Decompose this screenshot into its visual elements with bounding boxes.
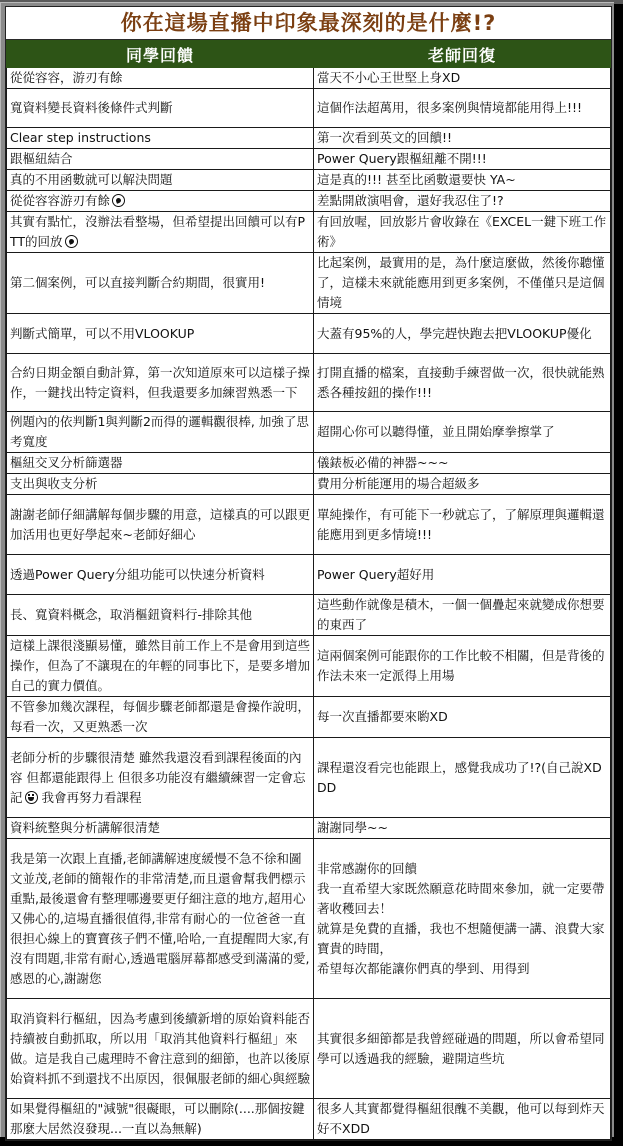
teacher-reply-text: 差點開啟演唱會，還好我忍住了!? [317,193,504,208]
table-row [7,212,611,253]
student-feedback-cell [7,354,314,412]
teacher-reply-text: 課程還沒看完也能跟上，感覺我成功了!?(自己說XDDD [317,759,602,795]
table-header-row [7,41,611,68]
teacher-reply-cell [314,412,611,453]
student-feedback-text: 取消資料行樞紐，因為考慮到後續新增的原始資料能否持續被自動抓取，所以用「取消其他資料行樞紐」來做。這是我自己處理時不會注意到的細節，也許以後原始資料抓不到還找不出原因，很佩服老師的細心與經驗 [10,1010,311,1086]
table-row [7,128,611,149]
table-row [7,412,611,453]
teacher-reply-text: 儀錶板必備的神器~~~ [317,455,449,470]
teacher-reply-cell [314,149,611,170]
table-row [7,314,611,354]
student-feedback-cell [7,697,314,738]
table-row [7,595,611,636]
student-feedback-cell [7,212,314,253]
table-row [7,149,611,170]
teacher-reply-line: 就算是免費的直播，我也不想隨便講一講、浪費大家寶貴的時間， [317,920,605,956]
table-row [7,555,611,595]
student-feedback-cell [7,314,314,354]
teacher-reply-text: Power Query超好用 [317,566,435,582]
teacher-reply-cell [314,212,611,253]
student-feedback-text: 樞紐交叉分析篩選器 [10,455,123,470]
teacher-reply-cell [314,89,611,128]
wink-emoji-icon [65,235,78,248]
teacher-reply-text: 比起案例，最實用的是，為什麼這麼做，然後你聽懂了，這樣未來就能應用到更多案例，不僅僅只是這個情境 [317,255,605,310]
table-row [7,999,611,1099]
student-feedback-cell [7,555,314,595]
table-row [7,191,611,212]
student-feedback-cell [7,818,314,839]
student-feedback-cell [7,68,314,89]
teacher-reply-cell [314,128,611,149]
teacher-reply-cell [314,170,611,191]
teacher-reply-cell [314,253,611,314]
table-row [7,495,611,555]
feedback-sheet [5,6,612,1141]
student-feedback-cell [7,1099,314,1140]
student-feedback-text: 跟樞紐結合 [10,151,73,166]
feedback-table [6,40,611,1140]
teacher-reply-text: 有回放喔，回放影片會收錄在《EXCEL一鍵下班工作術》 [317,214,607,249]
table-row [7,1099,611,1140]
teacher-reply-text: 這個作法超萬用，很多案例與情境都能用得上!!! [317,100,583,115]
student-feedback-cell [7,170,314,191]
teacher-reply-cell [314,818,611,839]
student-feedback-text: 支出與收支分析 [10,476,98,491]
student-feedback-cell [7,412,314,453]
student-feedback-text: 從從容容游刃有餘 [10,193,111,208]
table-row [7,354,611,412]
teacher-reply-line: 非常感謝你的回饋 [317,860,418,876]
student-feedback-text: 從從容容，游刃有餘 [10,70,123,85]
table-row [7,474,611,495]
teacher-reply-cell [314,495,611,555]
student-feedback-cell [7,474,314,495]
table-row [7,738,611,818]
teacher-reply-cell [314,1099,611,1140]
table-row [7,68,611,89]
header-teacher-reply: 老師回復 [314,41,611,68]
student-feedback-text: Clear step instructions [10,130,151,145]
teacher-reply-text: 每一次直播都要來喲XD [317,709,448,724]
teacher-reply-line: 我一直希望大家既然願意花時間來參加，就一定要帶著收穫回去！ [317,880,605,916]
student-feedback-cell [7,128,314,149]
student-feedback-text: 例題內的依判斷1與判斷2而得的邏輯觀很棒, 加強了思考寬度 [10,414,309,449]
student-feedback-text: 寬資料變長資料後條件式判斷 [10,100,173,115]
teacher-reply-text: 謝謝同學~~ [317,820,388,835]
teacher-reply-cell [314,738,611,818]
student-feedback-cell [7,839,314,999]
teacher-reply-text: 這兩個案例可能跟你的工作比較不相關，但是背後的作法未來一定派得上用場 [317,648,605,683]
teacher-reply-text: 超開心你可以聽得懂，並且開始摩拳擦掌了 [317,424,555,439]
teacher-reply-cell [314,191,611,212]
teacher-reply-text: 第一次看到英文的回饋!! [317,130,453,145]
student-feedback-text: 如果覺得樞紐的"減號"很礙眼，可以刪除(....那個按鍵那麼大居然沒發現...一直以為無解) [10,1101,305,1136]
student-feedback-text: 透過Power Query分組功能可以快速分析資料 [10,566,265,582]
teacher-reply-text: 打開直播的檔案，直接動手練習做一次，很快就能熟悉各種按鈕的操作!!! [317,364,605,400]
table-row [7,818,611,839]
student-feedback-cell [7,253,314,314]
student-feedback-text: 資料統整與分析講解很清楚 [10,820,161,835]
teacher-reply-cell [314,999,611,1099]
table-body [7,68,611,1140]
teacher-reply-cell [314,697,611,738]
grin-emoji-icon [25,791,38,804]
student-feedback-text: 真的不用函數就可以解決問題 [10,172,173,187]
student-feedback-text-continued: 我會再努力看課程 [37,789,142,805]
student-feedback-text: 判斷式簡單，可以不用VLOOKUP [10,325,195,341]
page-title: 你在這場直播中印象最深刻的是什麼!? [6,7,611,40]
table-row [7,697,611,738]
teacher-reply-cell [314,314,611,354]
student-feedback-cell [7,191,314,212]
student-feedback-cell [7,738,314,818]
teacher-reply-cell [314,453,611,474]
teacher-reply-text: 費用分析能運用的場合超級多 [317,476,480,491]
header-student-feedback: 同學回饋 [7,41,314,68]
teacher-reply-cell [314,68,611,89]
teacher-reply-text: 這些動作就像是積木，一個一個疊起來就變成你想要的東西了 [317,597,605,632]
table-row [7,253,611,314]
table-row [7,170,611,191]
teacher-reply-text: 其實很多細節都是我曾經碰過的問題，所以會希望同學可以透過我的經驗，避開這些坑 [317,1030,605,1066]
teacher-reply-cell [314,839,611,999]
student-feedback-text: 第二個案例，可以直接判斷合約期間，很實用! [10,275,266,290]
student-feedback-text: 其實有點忙，沒辦法看整場，但希望提出回饋可以有PTT的回放 [10,214,306,249]
teacher-reply-cell [314,595,611,636]
student-feedback-cell [7,595,314,636]
teacher-reply-line: 希望每次都能讓你們真的學到、用得到 [317,960,530,976]
teacher-reply-text: 單純操作，有可能下一秒就忘了，了解原理與邏輯還能應用到更多情境!!! [317,506,605,542]
wink-emoji-icon [112,194,125,207]
teacher-reply-cell [314,555,611,595]
student-feedback-cell [7,453,314,474]
student-feedback-cell [7,149,314,170]
teacher-reply-text: 這是真的!!! 甚至比函數還要快 YA~ [317,172,516,187]
student-feedback-text: 我是第一次跟上直播,老師講解速度緩慢不急不徐和圖文並茂,老師的簡報作的非常清楚,而且還會幫我們標示重點,最後還會有整理哪邊要更仔細注意的地方,超用心又佛心的,這場直播很值得,非常有耐心的一位爸爸一直很担心線上的寶寶孩子們不懂,哈哈,一直提醒問大家,有沒有問題,非常有耐心,透過電腦屏幕都感受到滿滿的愛,感恩的心,謝謝您 [10,850,310,986]
teacher-reply-text: 當天不小心王世堅上身XD [317,70,461,85]
student-feedback-cell [7,495,314,555]
teacher-reply-text: 很多人其實都覺得樞紐很醜不美觀，他可以每到炸天好不XDD [317,1101,605,1136]
table-row [7,839,611,999]
student-feedback-text: 不管參加幾次課程，每個步驟老師都還是會操作說明，每看一次，又更熟悉一次 [10,699,311,734]
table-row [7,636,611,697]
student-feedback-cell [7,999,314,1099]
student-feedback-text: 這樣上課很淺顯易懂，雖然目前工作上不是會用到這些操作，但為了不讓現在的年輕的同事比下，是要多增加自己的實力價值。 [10,638,311,693]
student-feedback-text: 老師分析的步驟很清楚 雖然我還沒看到課程後面的內容 但都還能跟得上 但很多功能沒有繼續練習一定會忘記 [10,749,306,805]
table-row [7,453,611,474]
student-feedback-cell [7,636,314,697]
student-feedback-text: 謝謝老師仔細講解每個步驟的用意，這樣真的可以跟更加活用也更好學起來~老師好細心 [10,506,311,542]
student-feedback-text: 長、寬資料概念，取消樞鈕資料行-排除其他 [10,607,253,622]
student-feedback-cell [7,89,314,128]
teacher-reply-text: Power Query跟樞紐離不開!!! [317,151,487,166]
teacher-reply-cell [314,474,611,495]
teacher-reply-cell [314,354,611,412]
table-row [7,89,611,128]
teacher-reply-text: 大蓋有95%的人，學完趕快跑去把VLOOKUP優化 [317,325,592,341]
student-feedback-text: 合約日期金額自動計算，第一次知道原來可以這樣子操作，一鍵找出特定資料，但我還要多加練習熟悉一下 [10,364,311,400]
teacher-reply-cell [314,636,611,697]
